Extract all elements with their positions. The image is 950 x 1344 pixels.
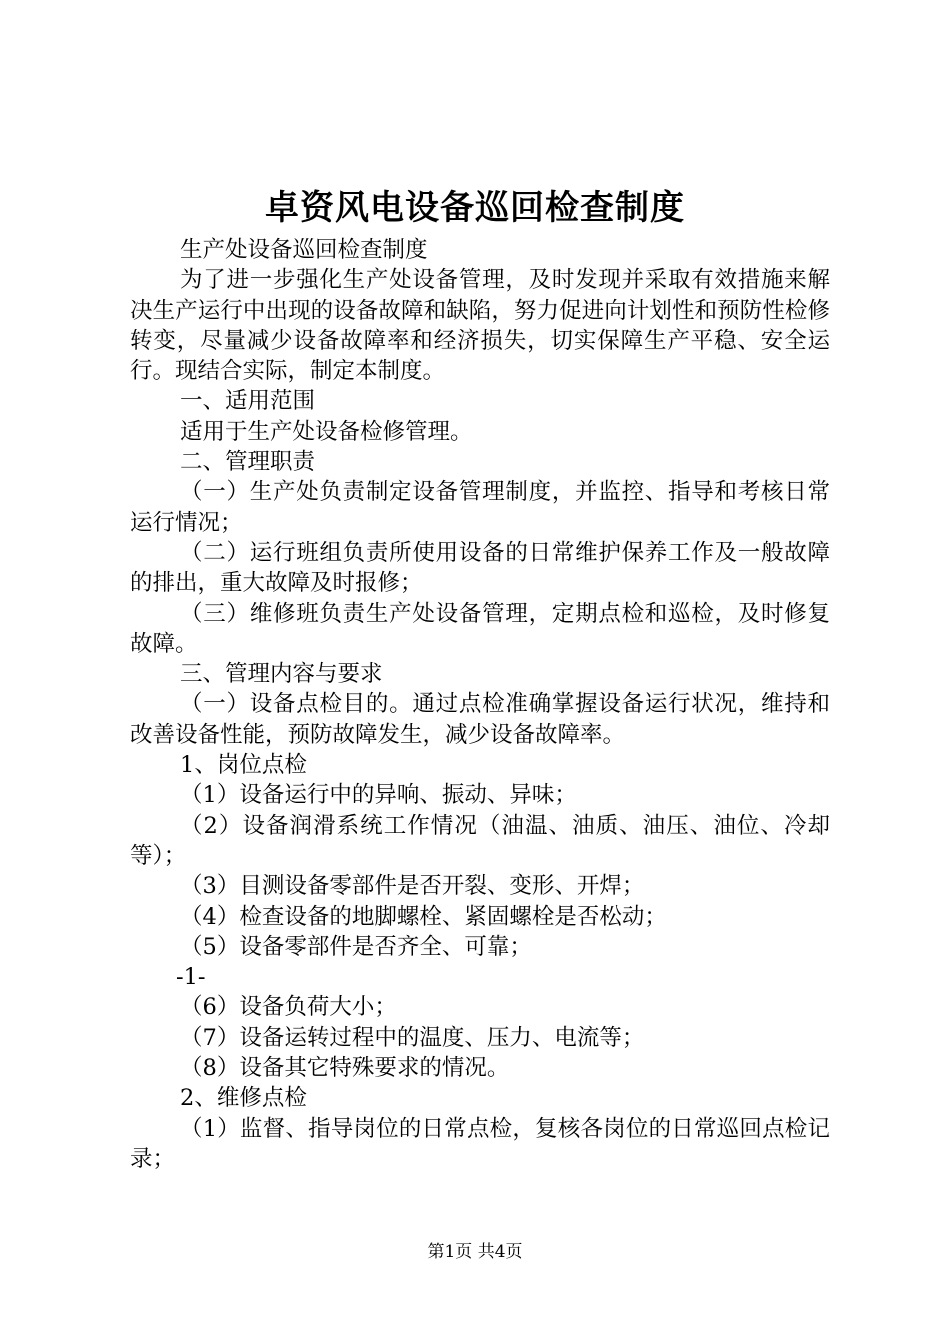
list-item: （7）设备运转过程中的温度、压力、电流等； <box>180 1024 645 1051</box>
intro-paragraph: 为了进一步强化生产处设备管理，及时发现并采取有效措施来解决生产运行中出现的设备故障和缺陷，努力促进向计划性和预防性检修转变，尽量减少设备故障率和经济损失，切实保障生产平稳、安全运行。现结合实际，制定本制度。 <box>130 267 830 385</box>
list-item: （三）维修班负责生产处设备管理，定期点检和巡检，及时修复故障。 <box>130 600 830 657</box>
section-heading: 三、管理内容与要求 <box>180 661 383 688</box>
list-item: （4）检查设备的地脚螺栓、紧固螺栓是否松动； <box>180 903 667 930</box>
subsection-heading: 1、岗位点检 <box>180 752 307 779</box>
list-item: （二）运行班组负责所使用设备的日常维护保养工作及一般故障的排出，重大故障及时报修； <box>130 539 830 597</box>
document-body <box>130 235 830 1174</box>
section-heading: 一、适用范围 <box>180 388 316 415</box>
list-item: （一）生产处负责制定设备管理制度，并监控、指导和考核日常运行情况； <box>130 479 830 536</box>
subsection-heading: 2、维修点检 <box>180 1085 307 1112</box>
list-item: （8）设备其它特殊要求的情况。 <box>180 1055 510 1082</box>
list-item: （6）设备负荷大小； <box>180 994 397 1021</box>
page-footer: 第1页 共4页 <box>427 1242 523 1262</box>
list-item: （5）设备零部件是否齐全、可靠； <box>180 933 532 960</box>
document-title: 卓资风电设备巡回检查制度 <box>265 188 685 228</box>
inline-page-number: -1- <box>176 964 206 991</box>
list-item: （2）设备润滑系统工作情况（油温、油质、油压、油位、冷却等）； <box>130 812 830 869</box>
list-item: （3）目测设备零部件是否开裂、变形、开焊； <box>180 873 645 900</box>
list-item: （1）监督、指导岗位的日常点检，复核各岗位的日常巡回点检记录； <box>130 1115 830 1172</box>
list-item: （1）设备运行中的异响、振动、异味； <box>180 782 577 809</box>
subtitle-paragraph: 生产处设备巡回检查制度 <box>180 237 428 263</box>
section-heading: 二、管理职责 <box>180 449 316 476</box>
list-item: （一）设备点检目的。通过点检准确掌握设备运行状况，维持和改善设备性能，预防故障发生，减少设备故障率。 <box>130 691 830 748</box>
body-paragraph: 适用于生产处设备检修管理。 <box>180 418 473 445</box>
